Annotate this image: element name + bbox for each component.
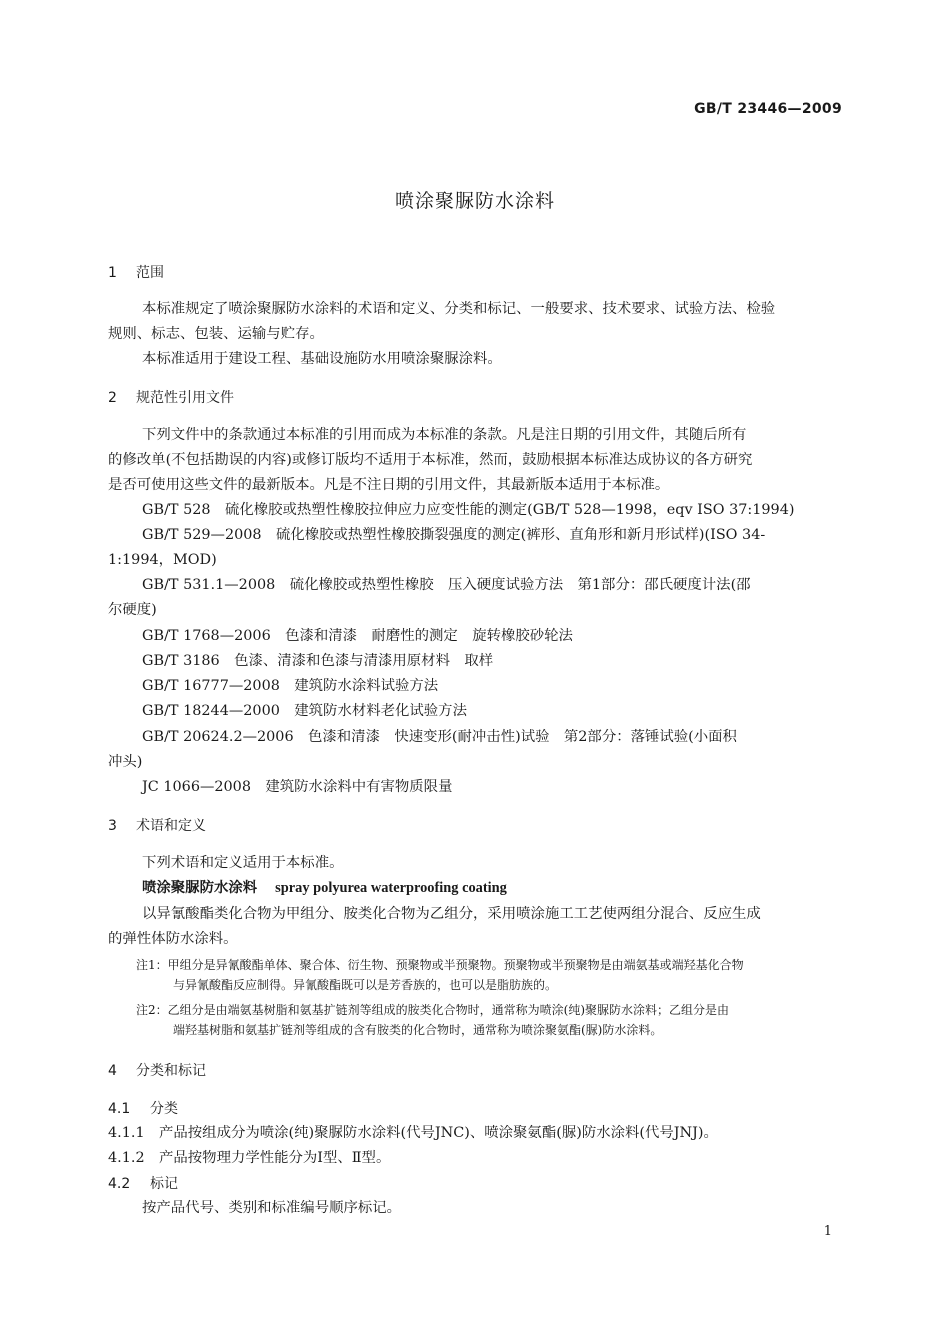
note-line: 注1：甲组分是异氰酸酯单体、聚合体、衍生物、预聚物或半预聚物。预聚物或半预聚物是由端氨基或端羟基化合物 xyxy=(136,958,744,972)
paragraph-line: 的修改单(不包括勘误的内容)或修订版均不适用于本标准，然而，鼓励根据本标准达成协议的各方研究 xyxy=(108,452,753,468)
reference-line: 尔硬度) xyxy=(108,602,157,618)
section-2-heading xyxy=(108,387,234,407)
clause-line: 4.1.2 产品按物理力学性能分为Ⅰ型、Ⅱ型。 xyxy=(108,1150,391,1166)
section-number: 1 xyxy=(108,265,117,281)
section-number: 2 xyxy=(108,390,117,406)
reference-line: GB/T 16777—2008 建筑防水涂料试验方法 xyxy=(142,678,439,694)
section-4-heading xyxy=(108,1060,206,1080)
section-number: 3 xyxy=(108,818,117,834)
subsection-title: 标记 xyxy=(150,1176,178,1192)
note-line: 端羟基树脂和氨基扩链剂等组成的含有胺类的化合物时，通常称为喷涂聚氨酯(脲)防水涂料。 xyxy=(173,1023,663,1037)
subsection-4-1-heading xyxy=(108,1098,178,1118)
reference-line: GB/T 529—2008 硫化橡胶或热塑性橡胶撕裂强度的测定(裤形、直角形和新月形试样)(ISO 34- xyxy=(142,527,766,543)
reference-line: GB/T 1768—2006 色漆和清漆 耐磨性的测定 旋转橡胶砂轮法 xyxy=(142,628,573,644)
section-title: 分类和标记 xyxy=(136,1063,206,1079)
paragraph-line: 的弹性体防水涂料。 xyxy=(108,931,238,947)
note-line: 注2：乙组分是由端氨基树脂和氨基扩链剂等组成的胺类化合物时，通常称为喷涂(纯)聚脲防水涂料；乙组分是由 xyxy=(136,1003,730,1017)
paragraph-line: 规则、标志、包装、运输与贮存。 xyxy=(108,326,324,342)
reference-line: 冲头) xyxy=(108,754,143,770)
section-number: 4 xyxy=(108,1063,117,1079)
clause-line: 4.1.1 产品按组成分为喷涂(纯)聚脲防水涂料(代号JNC)、喷涂聚氨酯(脲)防水涂料(代号JNJ)。 xyxy=(108,1125,718,1141)
term-chinese: 喷涂聚脲防水涂料 xyxy=(142,880,258,896)
reference-line: GB/T 3186 色漆、清漆和色漆与清漆用原材料 取样 xyxy=(142,653,494,669)
paragraph-line: 下列术语和定义适用于本标准。 xyxy=(142,855,344,871)
section-title: 范围 xyxy=(136,265,164,281)
reference-line: GB/T 531.1—2008 硫化橡胶或热塑性橡胶 压入硬度试验方法 第1部分：邵氏硬度计法(邵 xyxy=(142,577,751,593)
section-title: 规范性引用文件 xyxy=(136,390,234,406)
paragraph-line: 是否可使用这些文件的最新版本。凡是不注日期的引用文件，其最新版本适用于本标准。 xyxy=(108,477,670,493)
paragraph-line: 本标准规定了喷涂聚脲防水涂料的术语和定义、分类和标记、一般要求、技术要求、试验方法、检验 xyxy=(142,301,776,317)
page-number: 1 xyxy=(823,1224,832,1239)
subsection-title: 分类 xyxy=(150,1101,178,1117)
paragraph-line: 按产品代号、类别和标准编号顺序标记。 xyxy=(142,1200,402,1216)
paragraph-line: 本标准适用于建设工程、基础设施防水用喷涂聚脲涂料。 xyxy=(142,351,502,367)
subsection-number: 4.2 xyxy=(108,1176,131,1192)
paragraph-line: 以异氰酸酯类化合物为甲组分、胺类化合物为乙组分，采用喷涂施工工艺使两组分混合、反应生成 xyxy=(142,906,761,922)
term-entry xyxy=(142,878,507,898)
section-3-heading xyxy=(108,815,206,835)
subsection-number: 4.1 xyxy=(108,1101,131,1117)
note-line: 与异氰酸酯反应制得。异氰酸酯既可以是芳香族的，也可以是脂肪族的。 xyxy=(173,978,558,992)
page-title: 喷涂聚脲防水涂料 xyxy=(394,190,555,212)
section-1-heading xyxy=(108,262,164,282)
reference-line: 1:1994，MOD) xyxy=(108,552,217,568)
standard-code: GB/T 23446—2009 xyxy=(694,101,842,117)
reference-line: GB/T 20624.2—2006 色漆和清漆 快速变形(耐冲击性)试验 第2部分：落锤试验(小面积 xyxy=(142,729,737,745)
section-title: 术语和定义 xyxy=(136,818,206,834)
subsection-4-2-heading xyxy=(108,1173,178,1193)
reference-line: GB/T 528 硫化橡胶或热塑性橡胶拉伸应力应变性能的测定(GB/T 528—1998，eqv ISO 37:1994) xyxy=(142,502,795,518)
term-english: spray polyurea waterproofing coating xyxy=(275,880,507,896)
paragraph-line: 下列文件中的条款通过本标准的引用而成为本标准的条款。凡是注日期的引用文件，其随后所有 xyxy=(142,427,747,443)
reference-line: GB/T 18244—2000 建筑防水材料老化试验方法 xyxy=(142,703,467,719)
reference-line: JC 1066—2008 建筑防水涂料中有害物质限量 xyxy=(142,779,453,795)
